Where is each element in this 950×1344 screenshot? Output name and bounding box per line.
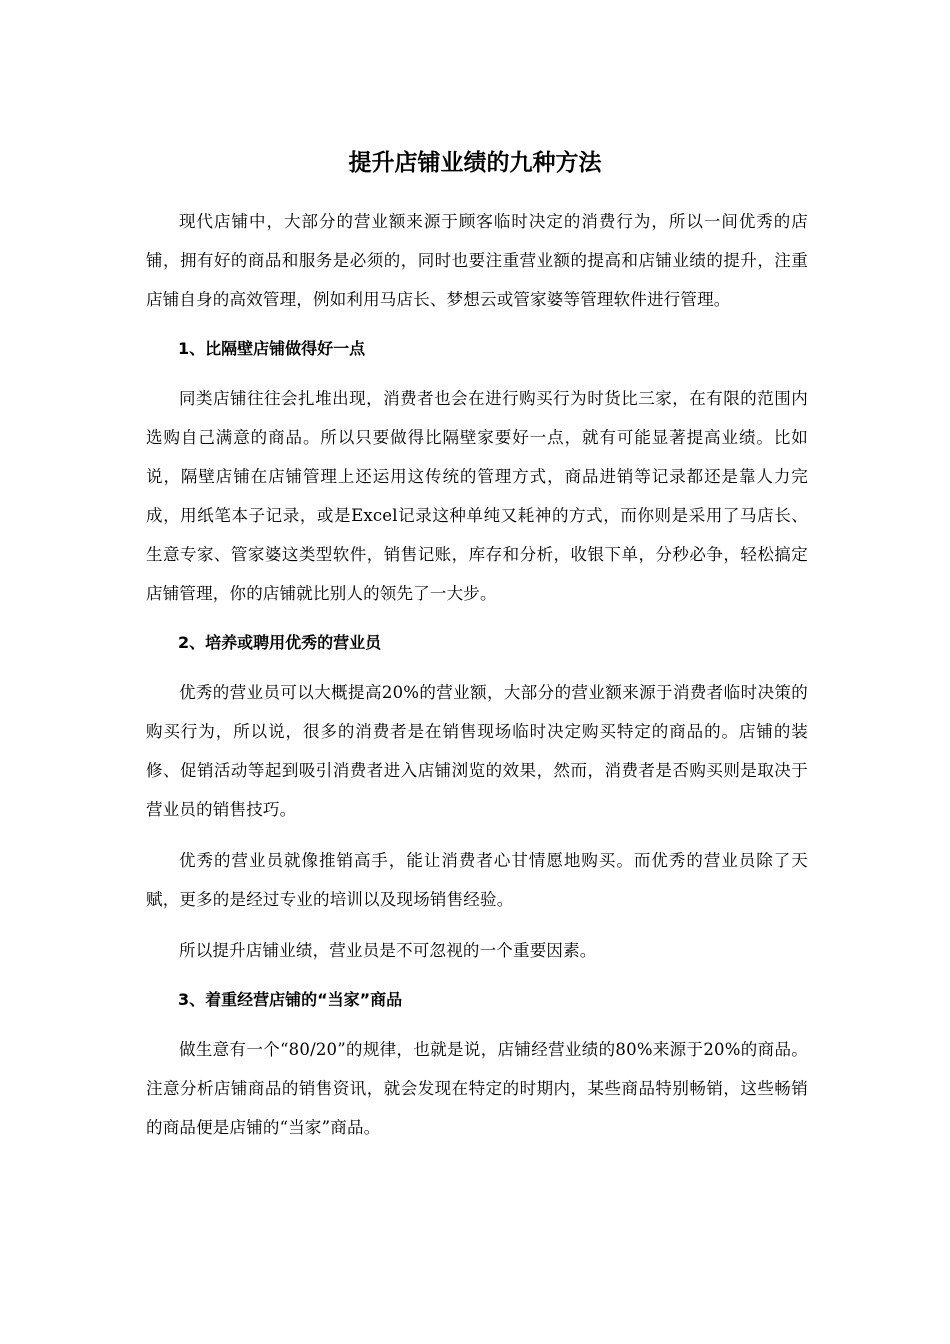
section-1: [146, 331, 808, 613]
section-paragraph: 所以提升店铺业绩，营业员是不可忽视的一个重要因素。: [179, 941, 597, 960]
section-paragraph: 优秀的营业员就像推销高手，能让消费者心甘情愿地购买。而优秀的营业员除了天赋，更多的是经过专业的培训以及现场销售经验。: [146, 851, 808, 909]
document-title: 提升店铺业绩的九种方法: [348, 150, 602, 176]
section-paragraph: 优秀的营业员可以大概提高20%的营业额，大部分的营业额来源于消费者临时决策的购买行为，所以说，很多的消费者是在销售现场临时决定购买特定的商品的。店铺的装修、促销活动等起到吸引消费者进入店铺浏览的效果，然而，消费者是否购买则是取决于营业员的销售技巧。: [146, 683, 808, 819]
intro-paragraph: 现代店铺中，大部分的营业额来源于顾客临时决定的消费行为，所以一间优秀的店铺，拥有好的商品和服务是必须的，同时也要注重营业额的提高和店铺业绩的提升，注重店铺自身的高效管理，例如利用马店长、梦想云或管家婆等管理软件进行管理。: [146, 212, 808, 309]
section-2: [146, 625, 808, 970]
section-paragraph: 做生意有一个“80/20”的规律，也就是说，店铺经营业绩的80%来源于20%的商品。注意分析店铺商品的销售资讯，就会发现在特定的时期内，某些商品特别畅销，这些畅销的商品便是店铺的“当家”商品。: [146, 1040, 808, 1137]
section-paragraph: 同类店铺往往会扎堆出现，消费者也会在进行购买行为时货比三家，在有限的范围内选购自己满意的商品。所以只要做得比隔壁家要好一点，就有可能显著提高业绩。比如说，隔壁店铺在店铺管理上还运用这传统的管理方式，商品进销等记录都还是靠人力完成，用纸笔本子记录，或是Excel记录这种单纯又耗神的方式，而你则是采用了马店长、生意专家、管家婆这类型软件，销售记账，库存和分析，收银下单，分秒必争，轻松搞定店铺管理，你的店铺就比别人的领先了一大步。: [146, 389, 808, 603]
section-heading: 2、培养或聘用优秀的营业员: [178, 633, 382, 652]
section-3: [146, 982, 808, 1147]
section-heading: 3、着重经营店铺的“当家”商品: [178, 990, 403, 1009]
document-body: [146, 202, 808, 1159]
section-heading: 1、比隔壁店铺做得好一点: [178, 339, 366, 358]
